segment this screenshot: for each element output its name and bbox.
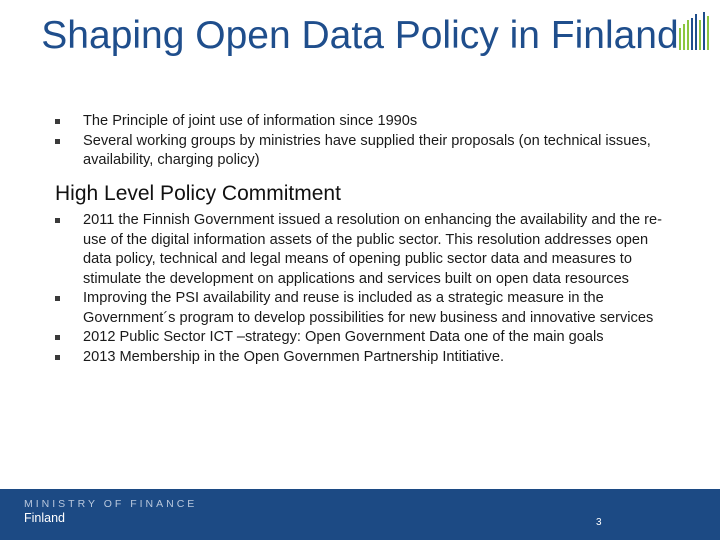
section-subheading: High Level Policy Commitment — [55, 182, 341, 205]
square-bullet-icon — [55, 296, 60, 301]
square-bullet-icon — [55, 139, 60, 144]
list-item — [55, 289, 668, 328]
square-bullet-icon — [55, 218, 60, 223]
footer-bar — [0, 489, 720, 540]
footer-country: Finland — [24, 511, 65, 525]
bullet-text: The Principle of joint use of information since 1990s — [83, 113, 418, 129]
commitment-bullet-list — [55, 211, 668, 367]
bullet-text: 2013 Membership in the Open Governmen Partnership Intitiative. — [83, 348, 505, 365]
list-item — [55, 348, 668, 368]
square-bullet-icon — [55, 355, 60, 360]
slide-title: Shaping Open Data Policy in Finland — [41, 14, 679, 57]
intro-bullet-list — [55, 112, 663, 171]
ministry-logo-bars-icon — [678, 6, 712, 56]
list-item — [55, 132, 663, 171]
square-bullet-icon — [55, 119, 60, 124]
page-number: 3 — [596, 517, 602, 528]
list-item — [55, 211, 668, 289]
bullet-text: Several working groups by ministries have supplied their proposals (on technical issues, availability, charging policy) — [83, 132, 651, 168]
bullet-text: Improving the PSI availability and reuse is included as a strategic measure in the Government´s program to develop possibilities for new business and innovative services — [83, 290, 654, 326]
list-item — [55, 112, 663, 132]
bullet-text: 2012 Public Sector ICT –strategy: Open Government Data one of the main goals — [83, 329, 604, 345]
ministry-brand-text: MINISTRY OF FINANCE — [24, 498, 198, 510]
list-item — [55, 328, 668, 348]
bullet-text: 2011 the Finnish Government issued a resolution on enhancing the availability and the re-use of the digital information assets of the public sector. This resolution addresses open data policy, technical and legal means of opening public sector data and measures to stimulate the development on applications and services built on open data resources — [83, 212, 662, 287]
square-bullet-icon — [55, 335, 60, 340]
